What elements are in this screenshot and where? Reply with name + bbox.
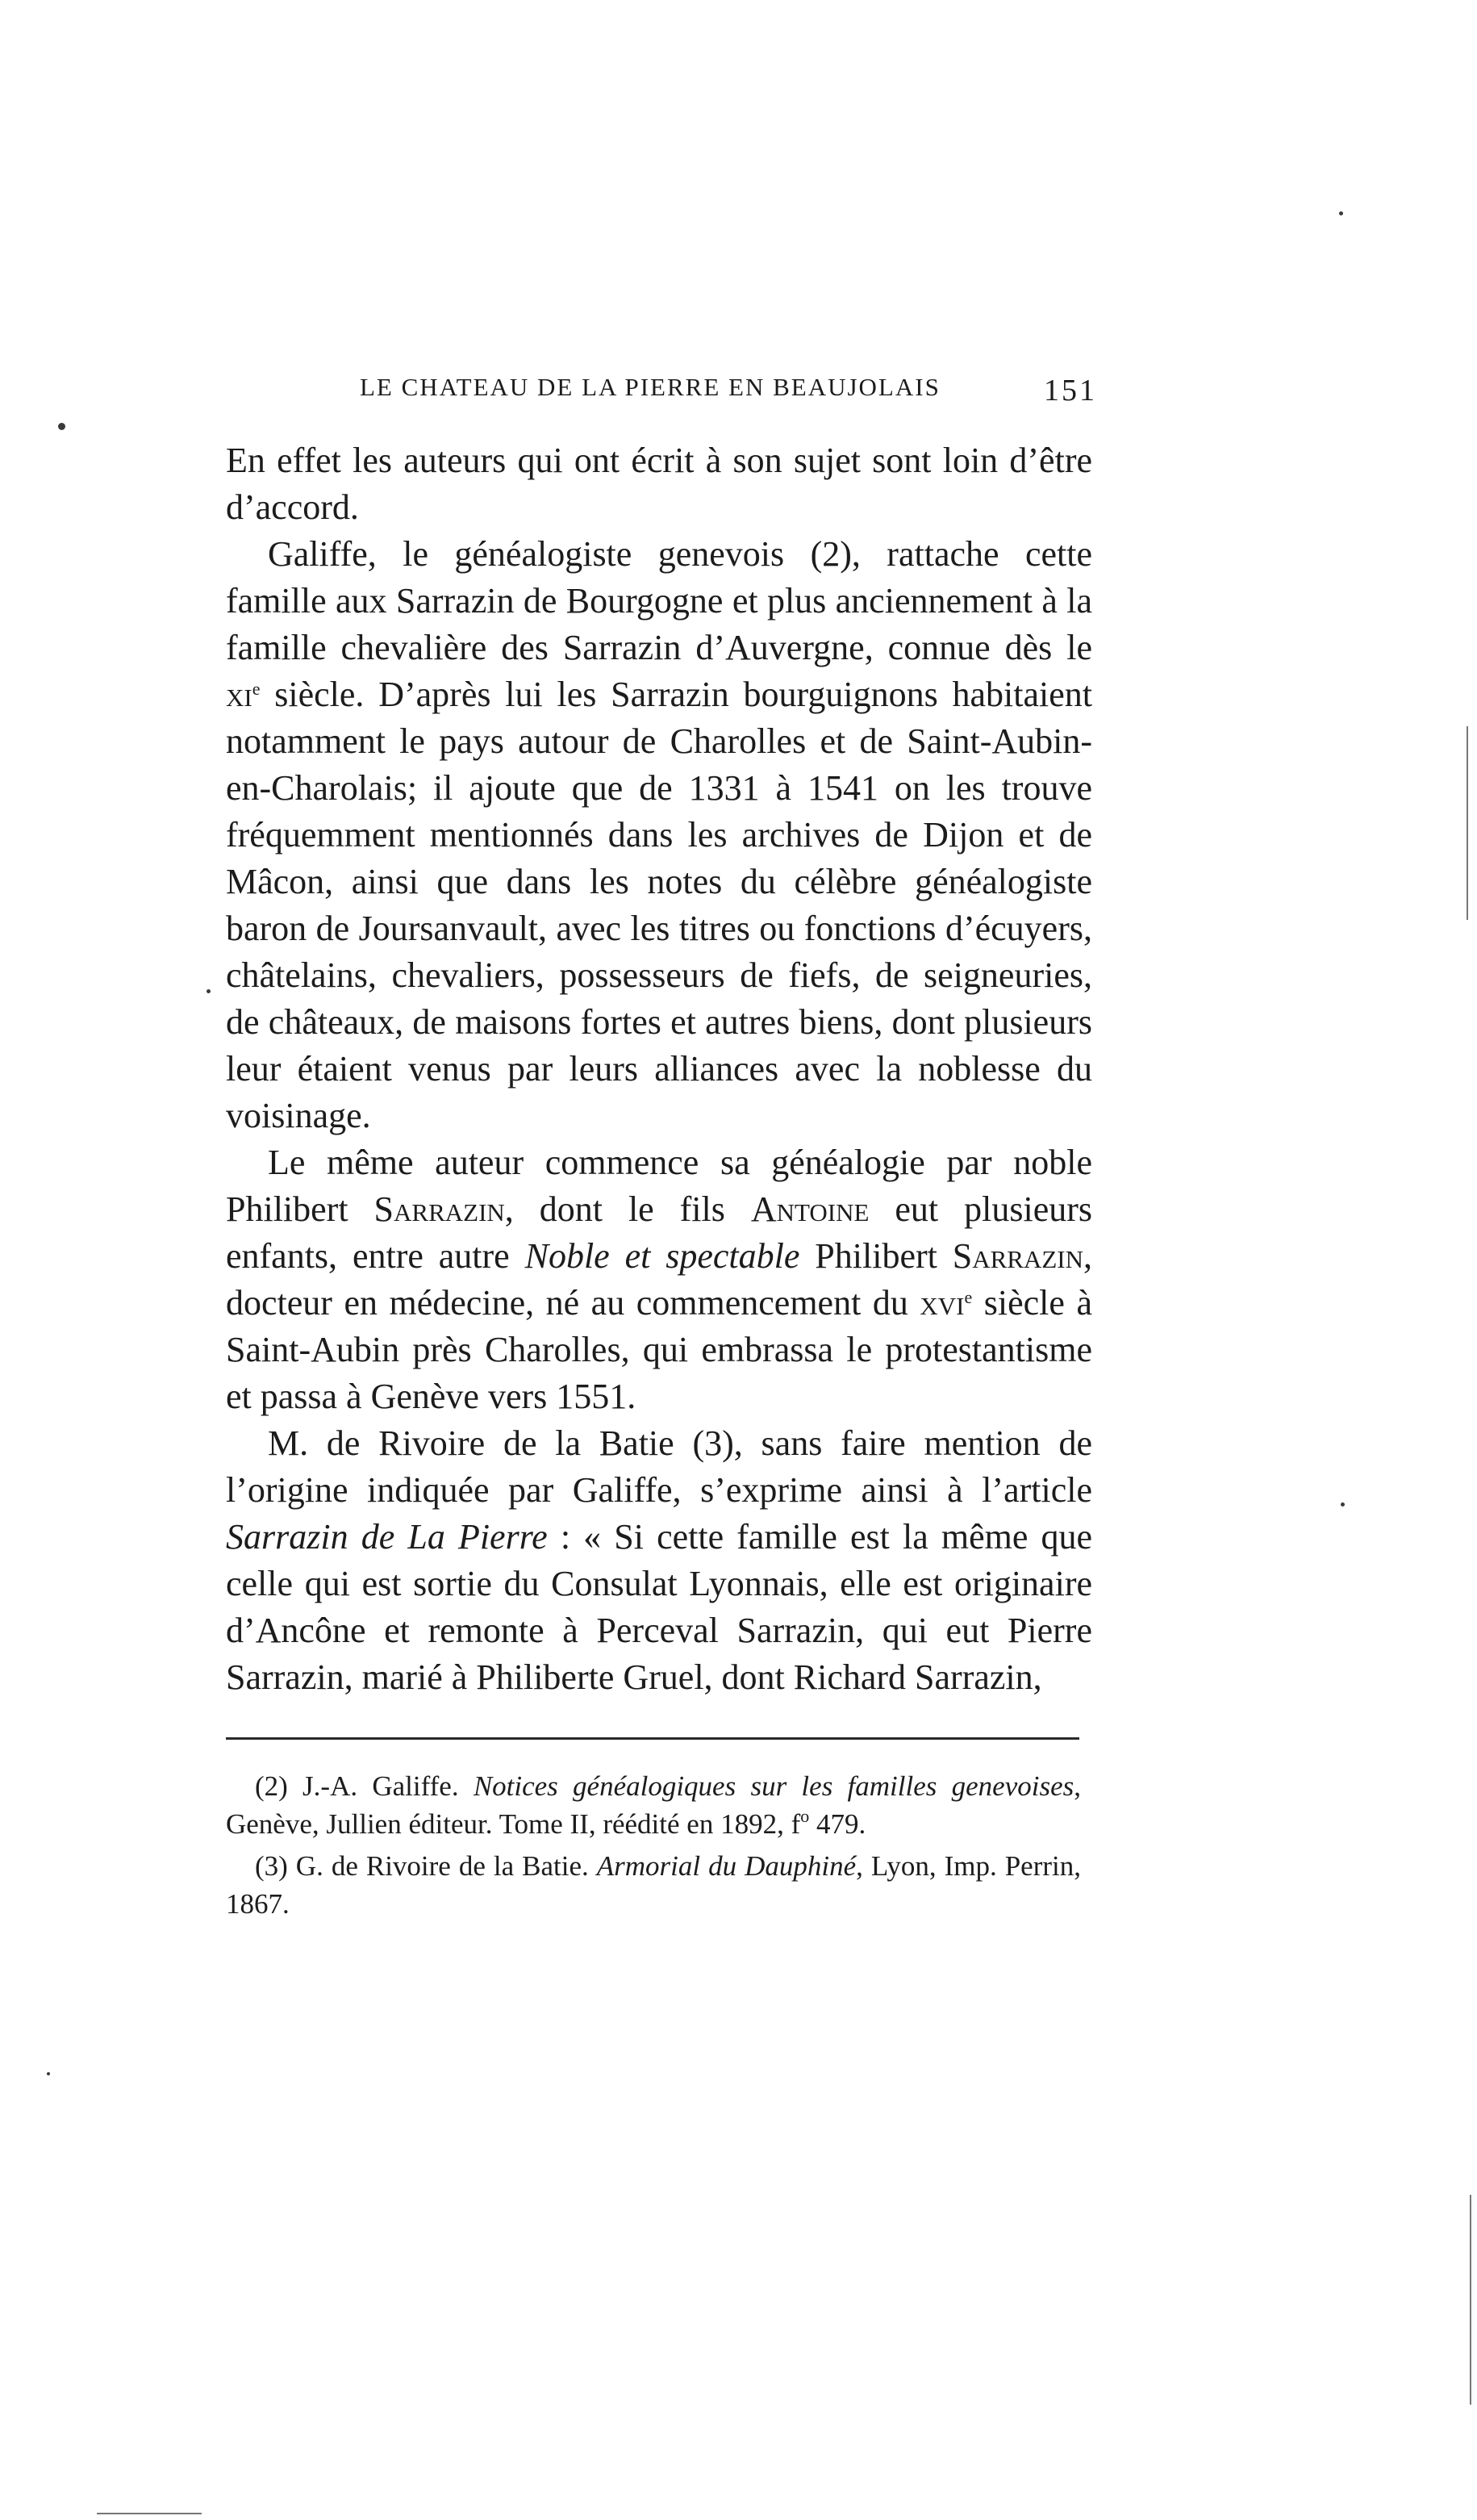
scan-edge-mark [1467,726,1468,920]
italic-phrase: Noble et spectable [524,1236,800,1276]
paragraph-3-text-c: eut plusieurs enfants, entre autre [226,1189,1093,1276]
paragraph-1 [226,437,1092,531]
paragraph-1-text: En effet les auteurs qui ont écrit à son sujet sont loin d’être d’accord. [226,441,1092,527]
footnote-2-text-a: (2) J.-A. Galiffe. [255,1770,474,1802]
paragraph-4 [226,1420,1092,1701]
paragraph-3-text-f: siècle à Saint-Aubin près Charolles, qui embrassa le protestantisme et passa à Genève vers 1551. [226,1283,1092,1416]
footnote-3-text-a: (3) G. de Rivoire de la Batie. [255,1850,597,1882]
century-numeral: xi [226,675,252,714]
running-head [360,373,1097,413]
scan-edge-mark [97,2513,202,2514]
century-numeral: xvi [920,1283,965,1323]
paragraph-2 [226,531,1092,1139]
scan-speck [1341,1502,1345,1507]
footnote-2-title: Notices généalogiques sur les familles genevoises [473,1770,1074,1802]
paragraph-2-text-b: siècle. D’après lui les Sarrazin bourguignons habitaient notamment le pays autour de Charolles et de Saint-Aubin-en-Charolais; il ajoute que de 1331 à 1541 on les trouve fréquemment mentionnés dans les archives de Dijon et de Mâcon, ainsi que dans les notes du célèbre généalogiste baron de Joursanvault, avec les titres ou fonctions d’écuyers, châtelains, chevaliers, possesseurs de fiefs, de seigneuries, de châteaux, de maisons fortes et autres biens, dont plusieurs leur étaient venus par leurs alliances avec la noblesse du voisinage. [226,675,1092,1135]
paragraph-3-text-e: , docteur en médecine, né au commencement du [226,1236,1092,1323]
century-superscript: e [252,679,261,699]
paragraph-3 [226,1139,1092,1420]
scan-speck [1339,211,1343,215]
scan-speck [207,989,211,993]
footnote-3-title: Armorial du Dauphiné [596,1850,857,1882]
paragraph-3-text-d: Philibert [799,1236,953,1276]
person-name: Sarrazin [952,1236,1083,1276]
running-title: LE CHATEAU DE LA PIERRE EN BEAUJOLAIS [360,373,941,401]
person-name: Antoine [750,1189,870,1229]
footnote-3-text-b: , Lyon, Imp. Perrin, 1867. [226,1850,1081,1920]
page-number: 151 [1044,374,1097,407]
paragraph-3-text-b: , dont le fils [504,1189,751,1229]
italic-article-title: Sarrazin de La Pierre [226,1517,548,1557]
footnote-2-text-c: 479. [809,1808,866,1840]
paragraph-4-text-b: : « Si cette famille est la même que celle qui est sortie du Consulat Lyonnais, elle est originaire d’Ancône et remonte à Perceval Sarrazin, qui eut Pierre Sarrazin, marié à Philiberte Gruel, dont Richard Sarrazin, [226,1517,1092,1697]
footnote-3 [226,1847,1081,1923]
main-text [226,437,1092,1701]
footnote-separator-rule [226,1737,1079,1740]
footnote-2-text-b: , Genève, Jullien éditeur. Tome II, réédité en 1892, f [226,1770,1081,1840]
century-superscript: e [964,1287,973,1307]
scan-speck [47,2072,50,2075]
footnote-2 [226,1767,1081,1843]
person-name: Sarrazin [373,1189,505,1229]
paragraph-4-text-a: M. de Rivoire de la Batie (3), sans faire mention de l’origine indiquée par Galiffe, s’exprime ainsi à l’article [226,1423,1092,1510]
folio-superscript: o [800,1806,810,1826]
paragraph-3-text-a: Le même auteur commence sa généalogie par noble Philibert [226,1143,1092,1229]
scan-speck [58,423,65,430]
scan-edge-mark [1470,2195,1471,2405]
footnotes [226,1767,1081,1927]
paragraph-2-text-a: Galiffe, le généalogiste genevois (2), rattache cette famille aux Sarrazin de Bourgogne et plus anciennement à la famille chevalière des Sarrazin d’Auvergne, connue dès le [226,534,1092,667]
